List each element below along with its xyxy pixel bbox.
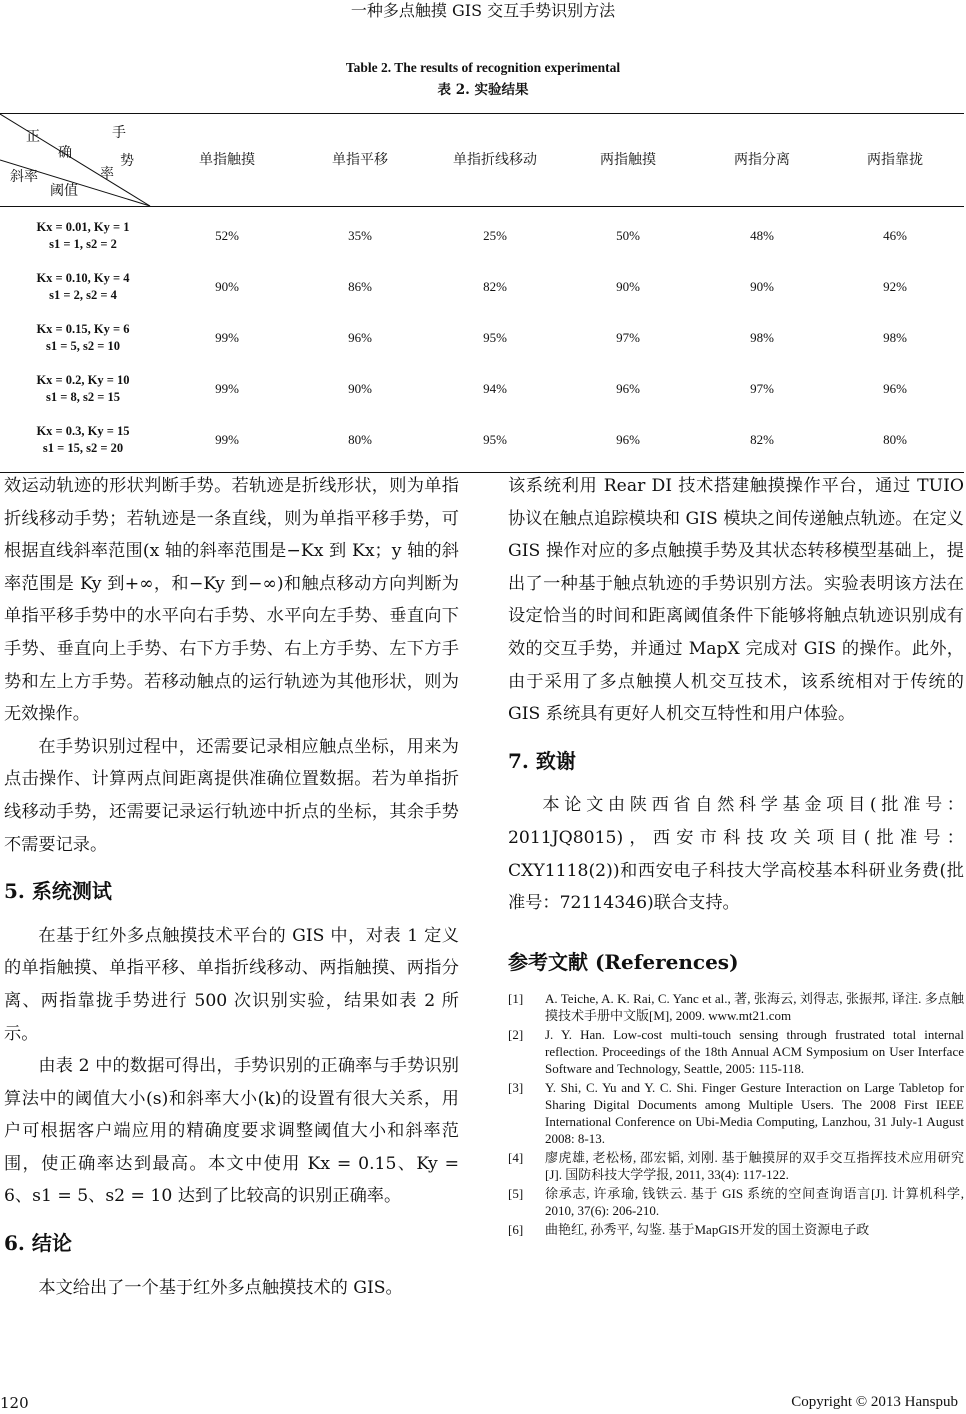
row-k: Kx = 0.3, Ky = 15: [36, 424, 130, 438]
column-header: 两指靠拢: [867, 152, 923, 168]
corner-label: 手: [112, 125, 126, 141]
right-column: [508, 470, 964, 1240]
table-caption-en: Table 2. The results of recognition experimental: [345, 60, 621, 75]
row-k: Kx = 0.15, Ky = 6: [36, 322, 130, 336]
table-cell: 50%: [616, 228, 640, 243]
table-row: [0, 313, 964, 364]
row-label: [8, 270, 158, 304]
corner-label: 正: [26, 129, 40, 145]
table-cell: 96%: [616, 381, 640, 396]
paragraph: 本论文由陕西省自然科学基金项目(批准号：2011JQ8015)，西安市科技攻关项目(批准号：CXY1118(2))和西安电子科技大学高校基本科研业务费(批准号：72114346)联合支持。: [508, 795, 964, 914]
table-cell: 92%: [883, 279, 907, 294]
reference-text: Y. Shi, C. Yu and Y. C. Shi. Finger Gesture Interaction on Large Tabletop for Sharing Digital Documents among Multiple Users. The 2008 First IEEE International Conference on Ubi-Media Computing, Lanzhou, 31 July-1 August 2008: 8-13.: [545, 1080, 964, 1147]
corner-label: 确: [58, 145, 72, 161]
left-column: [4, 470, 459, 1304]
table-cell: 35%: [348, 228, 372, 243]
table-cell: 95%: [483, 432, 507, 447]
reference-text: J. Y. Han. Low-cost multi-touch sensing through frustrated total internal reflection. Proceedings of the 18th Annual ACM Symposium on User Interface Software and Technology, Seattle, 2005: 115-118.: [545, 1027, 964, 1077]
row-label: [8, 219, 158, 253]
table-cell: 94%: [483, 381, 507, 396]
table-cell: 99%: [215, 330, 239, 345]
references-heading: 参考文献 (References): [508, 949, 739, 974]
paragraph: 由表 2 中的数据可得出，手势识别的正确率与手势识别算法中的阈值大小(s)和斜率大小(k)的设置有很大关系，用户可根据客户端应用的精确度要求调整阈值大小和斜率范围，使正确率达到最高。本文中使用 Kx = 0.15、Ky = 6、s1 = 5、s2 = 10 达到了比较高的识别正确率。: [4, 1056, 459, 1207]
column-header: 单指平移: [332, 152, 388, 168]
row-label: [8, 372, 158, 406]
table-cell: 90%: [750, 279, 774, 294]
table-cell: 90%: [215, 279, 239, 294]
table-cell: 96%: [616, 432, 640, 447]
table-cell: 82%: [483, 279, 507, 294]
page-number: 120: [0, 1394, 29, 1412]
table-cell: 96%: [883, 381, 907, 396]
table-cell: 98%: [750, 330, 774, 345]
table-cell: 99%: [215, 381, 239, 396]
table-cell: 25%: [483, 228, 507, 243]
reference-item: [508, 1221, 964, 1238]
table-cell: 97%: [616, 330, 640, 345]
reference-number: [1]: [508, 991, 524, 1007]
reference-number: [3]: [508, 1080, 524, 1096]
reference-item: [508, 1185, 964, 1219]
table-header-row: [0, 114, 964, 207]
table-cell: 99%: [215, 432, 239, 447]
paragraph: 在手势识别过程中，还需要记录相应触点坐标，用来为点击操作、计算两点间距离提供准确位置数据。若为单指折线移动手势，还需要记录运行轨迹中折点的坐标，其余手势不需要记录。: [4, 736, 459, 855]
paragraph: 该系统利用 Rear DI 技术搭建触摸操作平台，通过 TUIO 协议在触点追踪模块和 GIS 模块之间传递触点轨迹。在定义 GIS 操作对应的多点触摸手势及其状态转移模型基础上，提出了一种基于触点轨迹的手势识别方法。实验表明该方法在设定恰当的时间和距离阈值条件下能够将触点轨迹识别成有效的交互手势，并通过 MapX 完成对 GIS 的操作。此外，由于采用了多点触摸人机交互技术，该系统相对于传统的 GIS 系统具有更好人机交互特性和用户体验。: [508, 476, 964, 725]
row-label: [8, 423, 158, 457]
table-caption-cn: 表 2. 实验结果: [437, 82, 529, 98]
reference-text: A. Teiche, A. K. Rai, C. Yanc et al., 著, 张海云, 刘得志, 张振邦, 译注. 多点触摸技术手册中文版[M], 2009. www.mt21.com: [545, 991, 964, 1024]
corner-label: 斜率: [10, 169, 38, 185]
table-cell: 95%: [483, 330, 507, 345]
reference-text: 徐承志, 许承瑜, 钱铁云. 基于 GIS 系统的空间查询语言[J]. 计算机科学, 2010, 37(6): 206-210.: [545, 1186, 964, 1219]
table-cell: 90%: [616, 279, 640, 294]
column-header: 两指分离: [734, 152, 790, 168]
section-heading: 7. 致谢: [508, 748, 576, 773]
paragraph: 本文给出了一个基于红外多点触摸技术的 GIS。: [38, 1277, 403, 1298]
table-row: [0, 364, 964, 415]
row-k: Kx = 0.10, Ky = 4: [36, 271, 130, 285]
corner-label: 阈值: [50, 183, 78, 199]
table-row: [0, 415, 964, 466]
row-s: s1 = 2, s2 = 4: [49, 288, 117, 302]
corner-diagonal-lines: [0, 114, 160, 206]
reference-text: 廖虎雄, 老松杨, 邵宏韬, 刘刚. 基于触摸屏的双手交互指挥技术应用研究[J]. 国防科技大学学报, 2011, 33(4): 117-122.: [545, 1150, 964, 1183]
table-row: [0, 211, 964, 262]
table-cell: 48%: [750, 228, 774, 243]
table-cell: 86%: [348, 279, 372, 294]
section-heading: 5. 系统测试: [4, 879, 112, 904]
row-s: s1 = 5, s2 = 10: [46, 339, 120, 353]
reference-list: [508, 990, 964, 1238]
table-cell: 80%: [348, 432, 372, 447]
reference-item: [508, 1026, 964, 1077]
corner-label: 率: [100, 166, 114, 182]
table-cell: 90%: [348, 381, 372, 396]
section-heading: 6. 结论: [4, 1231, 72, 1256]
table-cell: 96%: [348, 330, 372, 345]
row-s: s1 = 1, s2 = 2: [49, 237, 117, 251]
corner-label: 势: [120, 153, 134, 169]
table-cell: 52%: [215, 228, 239, 243]
table-row: [0, 262, 964, 313]
reference-item: [508, 1149, 964, 1183]
column-header: 单指触摸: [199, 152, 255, 168]
table-cell: 98%: [883, 330, 907, 345]
table-cell: 46%: [883, 228, 907, 243]
row-k: Kx = 0.2, Ky = 10: [36, 373, 130, 387]
reference-number: [4]: [508, 1150, 524, 1166]
table-cell: 97%: [750, 381, 774, 396]
reference-text: 曲艳红, 孙秀平, 勾鉴. 基于MapGIS开发的国土资源电子政: [545, 1222, 870, 1238]
reference-number: [2]: [508, 1027, 524, 1043]
table-cell: 82%: [750, 432, 774, 447]
running-head: 一种多点触摸 GIS 交互手势识别方法: [350, 1, 616, 20]
row-label: [8, 321, 158, 355]
row-s: s1 = 15, s2 = 20: [42, 441, 124, 455]
column-header: 单指折线移动: [453, 152, 537, 168]
paragraph: 效运动轨迹的形状判断手势。若轨迹是折线形状，则为单指折线移动手势；若轨迹是一条直线，则为单指平移手势，可根据直线斜率范围(x 轴的斜率范围是−Kx 到 Kx；y 轴的斜率范围是 Ky 到+∞，和−Ky 到−∞)和触点移动方向判断为单指平移手势中的水平向右手势、水平向左手势、垂直向下手势、垂直向上手势、右下方手势、右上方手势、左下方手势和左上方手势。若移动触点的运行轨迹为其他形状，则为无效操作。: [4, 476, 459, 725]
reference-item: [508, 1079, 964, 1147]
row-k: Kx = 0.01, Ky = 1: [36, 220, 130, 234]
copyright: Copyright © 2013 Hanspub: [791, 1394, 958, 1410]
column-header: 两指触摸: [600, 152, 656, 168]
table-cell: 80%: [883, 432, 907, 447]
reference-number: [6]: [508, 1222, 524, 1238]
row-s: s1 = 8, s2 = 15: [46, 390, 120, 404]
paragraph: 在基于红外多点触摸技术平台的 GIS 中，对表 1 定义的单指触摸、单指平移、单指折线移动、两指触摸、两指分离、两指靠拢手势进行 500 次识别实验，结果如表 2 所示。: [4, 925, 459, 1044]
reference-number: [5]: [508, 1186, 524, 1202]
results-table: [0, 113, 964, 473]
reference-item: [508, 990, 964, 1024]
